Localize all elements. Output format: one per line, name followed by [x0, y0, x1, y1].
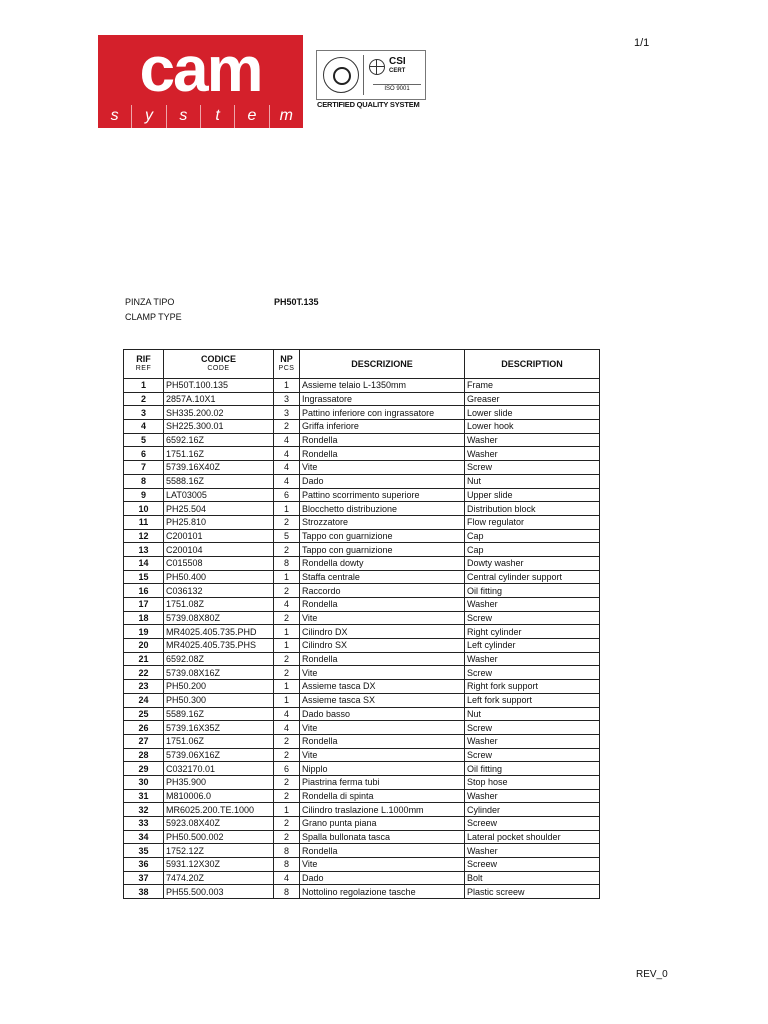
cell-code: PH35.900 [164, 775, 274, 789]
cell-descrizione: Vite [300, 721, 465, 735]
cell-pcs: 1 [274, 680, 300, 694]
cell-description: Lower hook [465, 420, 600, 434]
cell-description: Lateral pocket shoulder [465, 830, 600, 844]
cell-ref: 28 [124, 748, 164, 762]
cell-descrizione: Ingrassatore [300, 392, 465, 406]
table-row [124, 844, 600, 858]
table-row [124, 502, 600, 516]
table-row [124, 584, 600, 598]
cell-descrizione: Tappo con guarnizione [300, 543, 465, 557]
cell-pcs: 4 [274, 871, 300, 885]
cell-ref: 14 [124, 556, 164, 570]
cell-code: 5739.08X80Z [164, 611, 274, 625]
certification-badge [316, 50, 426, 100]
cell-descrizione: Dado basso [300, 707, 465, 721]
table-row [124, 775, 600, 789]
cell-descrizione: Dado [300, 474, 465, 488]
cert-caption: CERTIFIED QUALITY SYSTEM [317, 100, 420, 109]
cell-descrizione: Tappo con guarnizione [300, 529, 465, 543]
cell-description: Nut [465, 707, 600, 721]
header-descrizione: DESCRIZIONE [300, 350, 465, 379]
table-row [124, 625, 600, 639]
cell-ref: 2 [124, 392, 164, 406]
cell-descrizione: Vite [300, 858, 465, 872]
cell-pcs: 8 [274, 858, 300, 872]
cell-code: PH50.200 [164, 680, 274, 694]
table-row [124, 734, 600, 748]
cell-descrizione: Raccordo [300, 584, 465, 598]
cert-brand-sub: CERT [389, 68, 406, 74]
logo-subtitle [98, 105, 303, 128]
cell-code: MR4025.405.735.PHS [164, 639, 274, 653]
cell-code: M810006.0 [164, 789, 274, 803]
cell-descrizione: Vite [300, 748, 465, 762]
table-row [124, 556, 600, 570]
seal-icon [323, 57, 359, 93]
cell-code: PH55.500.003 [164, 885, 274, 899]
cell-description: Nut [465, 474, 600, 488]
cell-ref: 5 [124, 433, 164, 447]
cell-code: 2857A.10X1 [164, 392, 274, 406]
header-ref: RIF REF [124, 350, 164, 379]
table-row [124, 721, 600, 735]
cell-descrizione: Assieme tasca DX [300, 680, 465, 694]
cell-pcs: 4 [274, 447, 300, 461]
cell-description: Washer [465, 652, 600, 666]
cell-description: Screew [465, 858, 600, 872]
header-pcs: NP PCS [274, 350, 300, 379]
cell-descrizione: Rondella [300, 598, 465, 612]
cell-description: Washer [465, 598, 600, 612]
cell-ref: 8 [124, 474, 164, 488]
cell-code: 5931.12X30Z [164, 858, 274, 872]
cell-ref: 31 [124, 789, 164, 803]
cell-pcs: 2 [274, 543, 300, 557]
cell-pcs: 8 [274, 885, 300, 899]
cell-ref: 29 [124, 762, 164, 776]
cell-pcs: 1 [274, 803, 300, 817]
cell-ref: 4 [124, 420, 164, 434]
cell-ref: 17 [124, 598, 164, 612]
cell-pcs: 4 [274, 433, 300, 447]
cell-descrizione: Dado [300, 871, 465, 885]
cell-ref: 30 [124, 775, 164, 789]
cell-code: PH50.300 [164, 693, 274, 707]
table-row [124, 488, 600, 502]
table-row [124, 789, 600, 803]
cell-descrizione: Cilindro DX [300, 625, 465, 639]
cell-pcs: 8 [274, 844, 300, 858]
table-row [124, 858, 600, 872]
cell-descrizione: Assieme telaio L-1350mm [300, 379, 465, 393]
cell-code: 1751.08Z [164, 598, 274, 612]
cell-descrizione: Rondella dowty [300, 556, 465, 570]
cell-ref: 9 [124, 488, 164, 502]
clamp-type-label-it: PINZA TIPO [125, 297, 175, 307]
divider [363, 55, 364, 95]
cell-pcs: 2 [274, 817, 300, 831]
cell-pcs: 8 [274, 556, 300, 570]
cell-code: 6592.16Z [164, 433, 274, 447]
cell-description: Oil fitting [465, 584, 600, 598]
cell-description: Upper slide [465, 488, 600, 502]
cell-descrizione: Rondella [300, 844, 465, 858]
logo-wordmark: cam [139, 33, 262, 105]
cell-pcs: 3 [274, 392, 300, 406]
table-row [124, 707, 600, 721]
cell-description: Washer [465, 734, 600, 748]
cell-code: MR6025.200.TE.1000 [164, 803, 274, 817]
cell-ref: 11 [124, 515, 164, 529]
cell-description: Screw [465, 461, 600, 475]
table-row [124, 762, 600, 776]
table-row [124, 885, 600, 899]
cell-pcs: 2 [274, 611, 300, 625]
cell-pcs: 2 [274, 515, 300, 529]
parts-table [123, 349, 600, 899]
cell-code: 5739.08X16Z [164, 666, 274, 680]
cell-description: Cap [465, 529, 600, 543]
cell-ref: 33 [124, 817, 164, 831]
cell-pcs: 1 [274, 639, 300, 653]
clamp-type-value: PH50T.135 [274, 297, 319, 307]
table-row [124, 447, 600, 461]
cell-description: Greaser [465, 392, 600, 406]
table-row [124, 543, 600, 557]
table-row [124, 652, 600, 666]
cell-description: Screw [465, 721, 600, 735]
table-row [124, 748, 600, 762]
logo-letter: e [234, 105, 268, 128]
header-code: CODICE CODE [164, 350, 274, 379]
cell-ref: 15 [124, 570, 164, 584]
cell-descrizione: Blocchetto distribuzione [300, 502, 465, 516]
logo-letter: s [110, 107, 119, 124]
cell-pcs: 2 [274, 830, 300, 844]
cell-description: Cylinder [465, 803, 600, 817]
cell-ref: 26 [124, 721, 164, 735]
clamp-type-label-en: CLAMP TYPE [125, 312, 182, 322]
cell-pcs: 1 [274, 693, 300, 707]
cell-description: Right cylinder [465, 625, 600, 639]
cell-pcs: 4 [274, 721, 300, 735]
table-row [124, 611, 600, 625]
cell-descrizione: Piastrina ferma tubi [300, 775, 465, 789]
cell-descrizione: Cilindro SX [300, 639, 465, 653]
cell-ref: 32 [124, 803, 164, 817]
cell-description: Screw [465, 611, 600, 625]
table-row [124, 570, 600, 584]
cell-description: Bolt [465, 871, 600, 885]
table-row [124, 420, 600, 434]
cell-description: Right fork support [465, 680, 600, 694]
cell-description: Lower slide [465, 406, 600, 420]
table-row [124, 474, 600, 488]
cell-ref: 34 [124, 830, 164, 844]
cell-code: PH50.500.002 [164, 830, 274, 844]
cell-description: Washer [465, 447, 600, 461]
table-row [124, 803, 600, 817]
cell-ref: 10 [124, 502, 164, 516]
table-row [124, 529, 600, 543]
page-number: 1/1 [634, 37, 650, 49]
cell-descrizione: Staffa centrale [300, 570, 465, 584]
cert-standard: ISO 9001 [373, 84, 421, 92]
cell-code: PH50T.100.135 [164, 379, 274, 393]
cell-pcs: 1 [274, 502, 300, 516]
cell-ref: 21 [124, 652, 164, 666]
revision-label: REV_0 [636, 969, 668, 980]
logo-letter: m [269, 105, 303, 128]
cell-pcs: 5 [274, 529, 300, 543]
cell-code: C036132 [164, 584, 274, 598]
cell-code: 5923.08X40Z [164, 817, 274, 831]
cell-descrizione: Vite [300, 666, 465, 680]
cell-description: Screew [465, 817, 600, 831]
cell-descrizione: Spalla bullonata tasca [300, 830, 465, 844]
cross-circle-icon [369, 59, 385, 75]
cell-description: Left fork support [465, 693, 600, 707]
cell-descrizione: Assieme tasca SX [300, 693, 465, 707]
cell-description: Oil fitting [465, 762, 600, 776]
cell-pcs: 6 [274, 762, 300, 776]
cell-pcs: 2 [274, 584, 300, 598]
cell-description: Washer [465, 433, 600, 447]
cell-description: Distribution block [465, 502, 600, 516]
cell-code: 5739.16X40Z [164, 461, 274, 475]
cell-code: C032170.01 [164, 762, 274, 776]
table-row [124, 392, 600, 406]
cell-code: PH25.810 [164, 515, 274, 529]
cell-ref: 6 [124, 447, 164, 461]
cell-pcs: 4 [274, 474, 300, 488]
cell-descrizione: Rondella [300, 447, 465, 461]
cell-descrizione: Nottolino regolazione tasche [300, 885, 465, 899]
cell-code: MR4025.405.735.PHD [164, 625, 274, 639]
cell-descrizione: Pattino scorrimento superiore [300, 488, 465, 502]
cell-description: Cap [465, 543, 600, 557]
table-row [124, 461, 600, 475]
company-logo [98, 35, 303, 128]
cell-pcs: 1 [274, 379, 300, 393]
cell-ref: 23 [124, 680, 164, 694]
cell-pcs: 2 [274, 420, 300, 434]
cell-description: Frame [465, 379, 600, 393]
cell-code: 7474.20Z [164, 871, 274, 885]
cell-pcs: 4 [274, 707, 300, 721]
cell-code: C015508 [164, 556, 274, 570]
header-description: DESCRIPTION [465, 350, 600, 379]
cell-pcs: 1 [274, 570, 300, 584]
logo-letter: y [131, 105, 165, 128]
cell-descrizione: Rondella [300, 734, 465, 748]
cell-code: 1751.16Z [164, 447, 274, 461]
logo-letter: s [166, 105, 200, 128]
cell-ref: 13 [124, 543, 164, 557]
cell-code: C200101 [164, 529, 274, 543]
cell-code: LAT03005 [164, 488, 274, 502]
cell-pcs: 3 [274, 406, 300, 420]
cell-ref: 12 [124, 529, 164, 543]
cell-pcs: 4 [274, 598, 300, 612]
cell-ref: 36 [124, 858, 164, 872]
cell-ref: 35 [124, 844, 164, 858]
cell-ref: 27 [124, 734, 164, 748]
cell-pcs: 2 [274, 652, 300, 666]
cell-descrizione: Rondella di spinta [300, 789, 465, 803]
cell-description: Washer [465, 789, 600, 803]
table-row [124, 680, 600, 694]
cell-descrizione: Cilindro traslazione L.1000mm [300, 803, 465, 817]
cell-descrizione: Vite [300, 611, 465, 625]
cell-description: Central cylinder support [465, 570, 600, 584]
cell-description: Plastic screew [465, 885, 600, 899]
table-row [124, 666, 600, 680]
cell-descrizione: Rondella [300, 652, 465, 666]
cell-ref: 3 [124, 406, 164, 420]
table-row [124, 693, 600, 707]
cell-descrizione: Vite [300, 461, 465, 475]
cell-code: SH225.300.01 [164, 420, 274, 434]
logo-letter: t [200, 105, 234, 128]
cell-description: Screw [465, 666, 600, 680]
table-row [124, 598, 600, 612]
cell-descrizione: Strozzatore [300, 515, 465, 529]
table-row [124, 639, 600, 653]
cell-description: Washer [465, 844, 600, 858]
cell-code: 1751.06Z [164, 734, 274, 748]
cell-ref: 37 [124, 871, 164, 885]
cell-ref: 25 [124, 707, 164, 721]
cert-brand: CSI [389, 56, 406, 67]
cell-descrizione: Nipplo [300, 762, 465, 776]
table-row [124, 406, 600, 420]
cell-code: 6592.08Z [164, 652, 274, 666]
cell-code: 5739.16X35Z [164, 721, 274, 735]
cell-description: Flow regulator [465, 515, 600, 529]
cell-ref: 16 [124, 584, 164, 598]
cell-description: Screw [465, 748, 600, 762]
table-row [124, 871, 600, 885]
cell-ref: 24 [124, 693, 164, 707]
cell-ref: 7 [124, 461, 164, 475]
parts-table-body [124, 379, 600, 899]
table-row [124, 830, 600, 844]
cell-ref: 1 [124, 379, 164, 393]
cell-code: PH25.504 [164, 502, 274, 516]
cell-pcs: 1 [274, 625, 300, 639]
cell-ref: 20 [124, 639, 164, 653]
table-row [124, 379, 600, 393]
cell-descrizione: Grano punta piana [300, 817, 465, 831]
cell-pcs: 2 [274, 748, 300, 762]
cell-descrizione: Pattino inferiore con ingrassatore [300, 406, 465, 420]
table-row [124, 817, 600, 831]
cell-pcs: 4 [274, 461, 300, 475]
table-row [124, 433, 600, 447]
cell-ref: 22 [124, 666, 164, 680]
cell-pcs: 6 [274, 488, 300, 502]
cell-pcs: 2 [274, 789, 300, 803]
table-header-row [124, 350, 600, 379]
cell-descrizione: Griffa inferiore [300, 420, 465, 434]
cell-description: Left cylinder [465, 639, 600, 653]
cell-code: SH335.200.02 [164, 406, 274, 420]
cell-pcs: 2 [274, 775, 300, 789]
cell-ref: 38 [124, 885, 164, 899]
cell-pcs: 2 [274, 734, 300, 748]
cell-code: 5589.16Z [164, 707, 274, 721]
cell-descrizione: Rondella [300, 433, 465, 447]
cell-ref: 18 [124, 611, 164, 625]
cell-description: Dowty washer [465, 556, 600, 570]
cell-code: 5588.16Z [164, 474, 274, 488]
cell-code: 5739.06X16Z [164, 748, 274, 762]
cell-description: Stop hose [465, 775, 600, 789]
cell-code: 1752.12Z [164, 844, 274, 858]
cell-code: PH50.400 [164, 570, 274, 584]
table-row [124, 515, 600, 529]
cell-pcs: 2 [274, 666, 300, 680]
cell-code: C200104 [164, 543, 274, 557]
cell-ref: 19 [124, 625, 164, 639]
